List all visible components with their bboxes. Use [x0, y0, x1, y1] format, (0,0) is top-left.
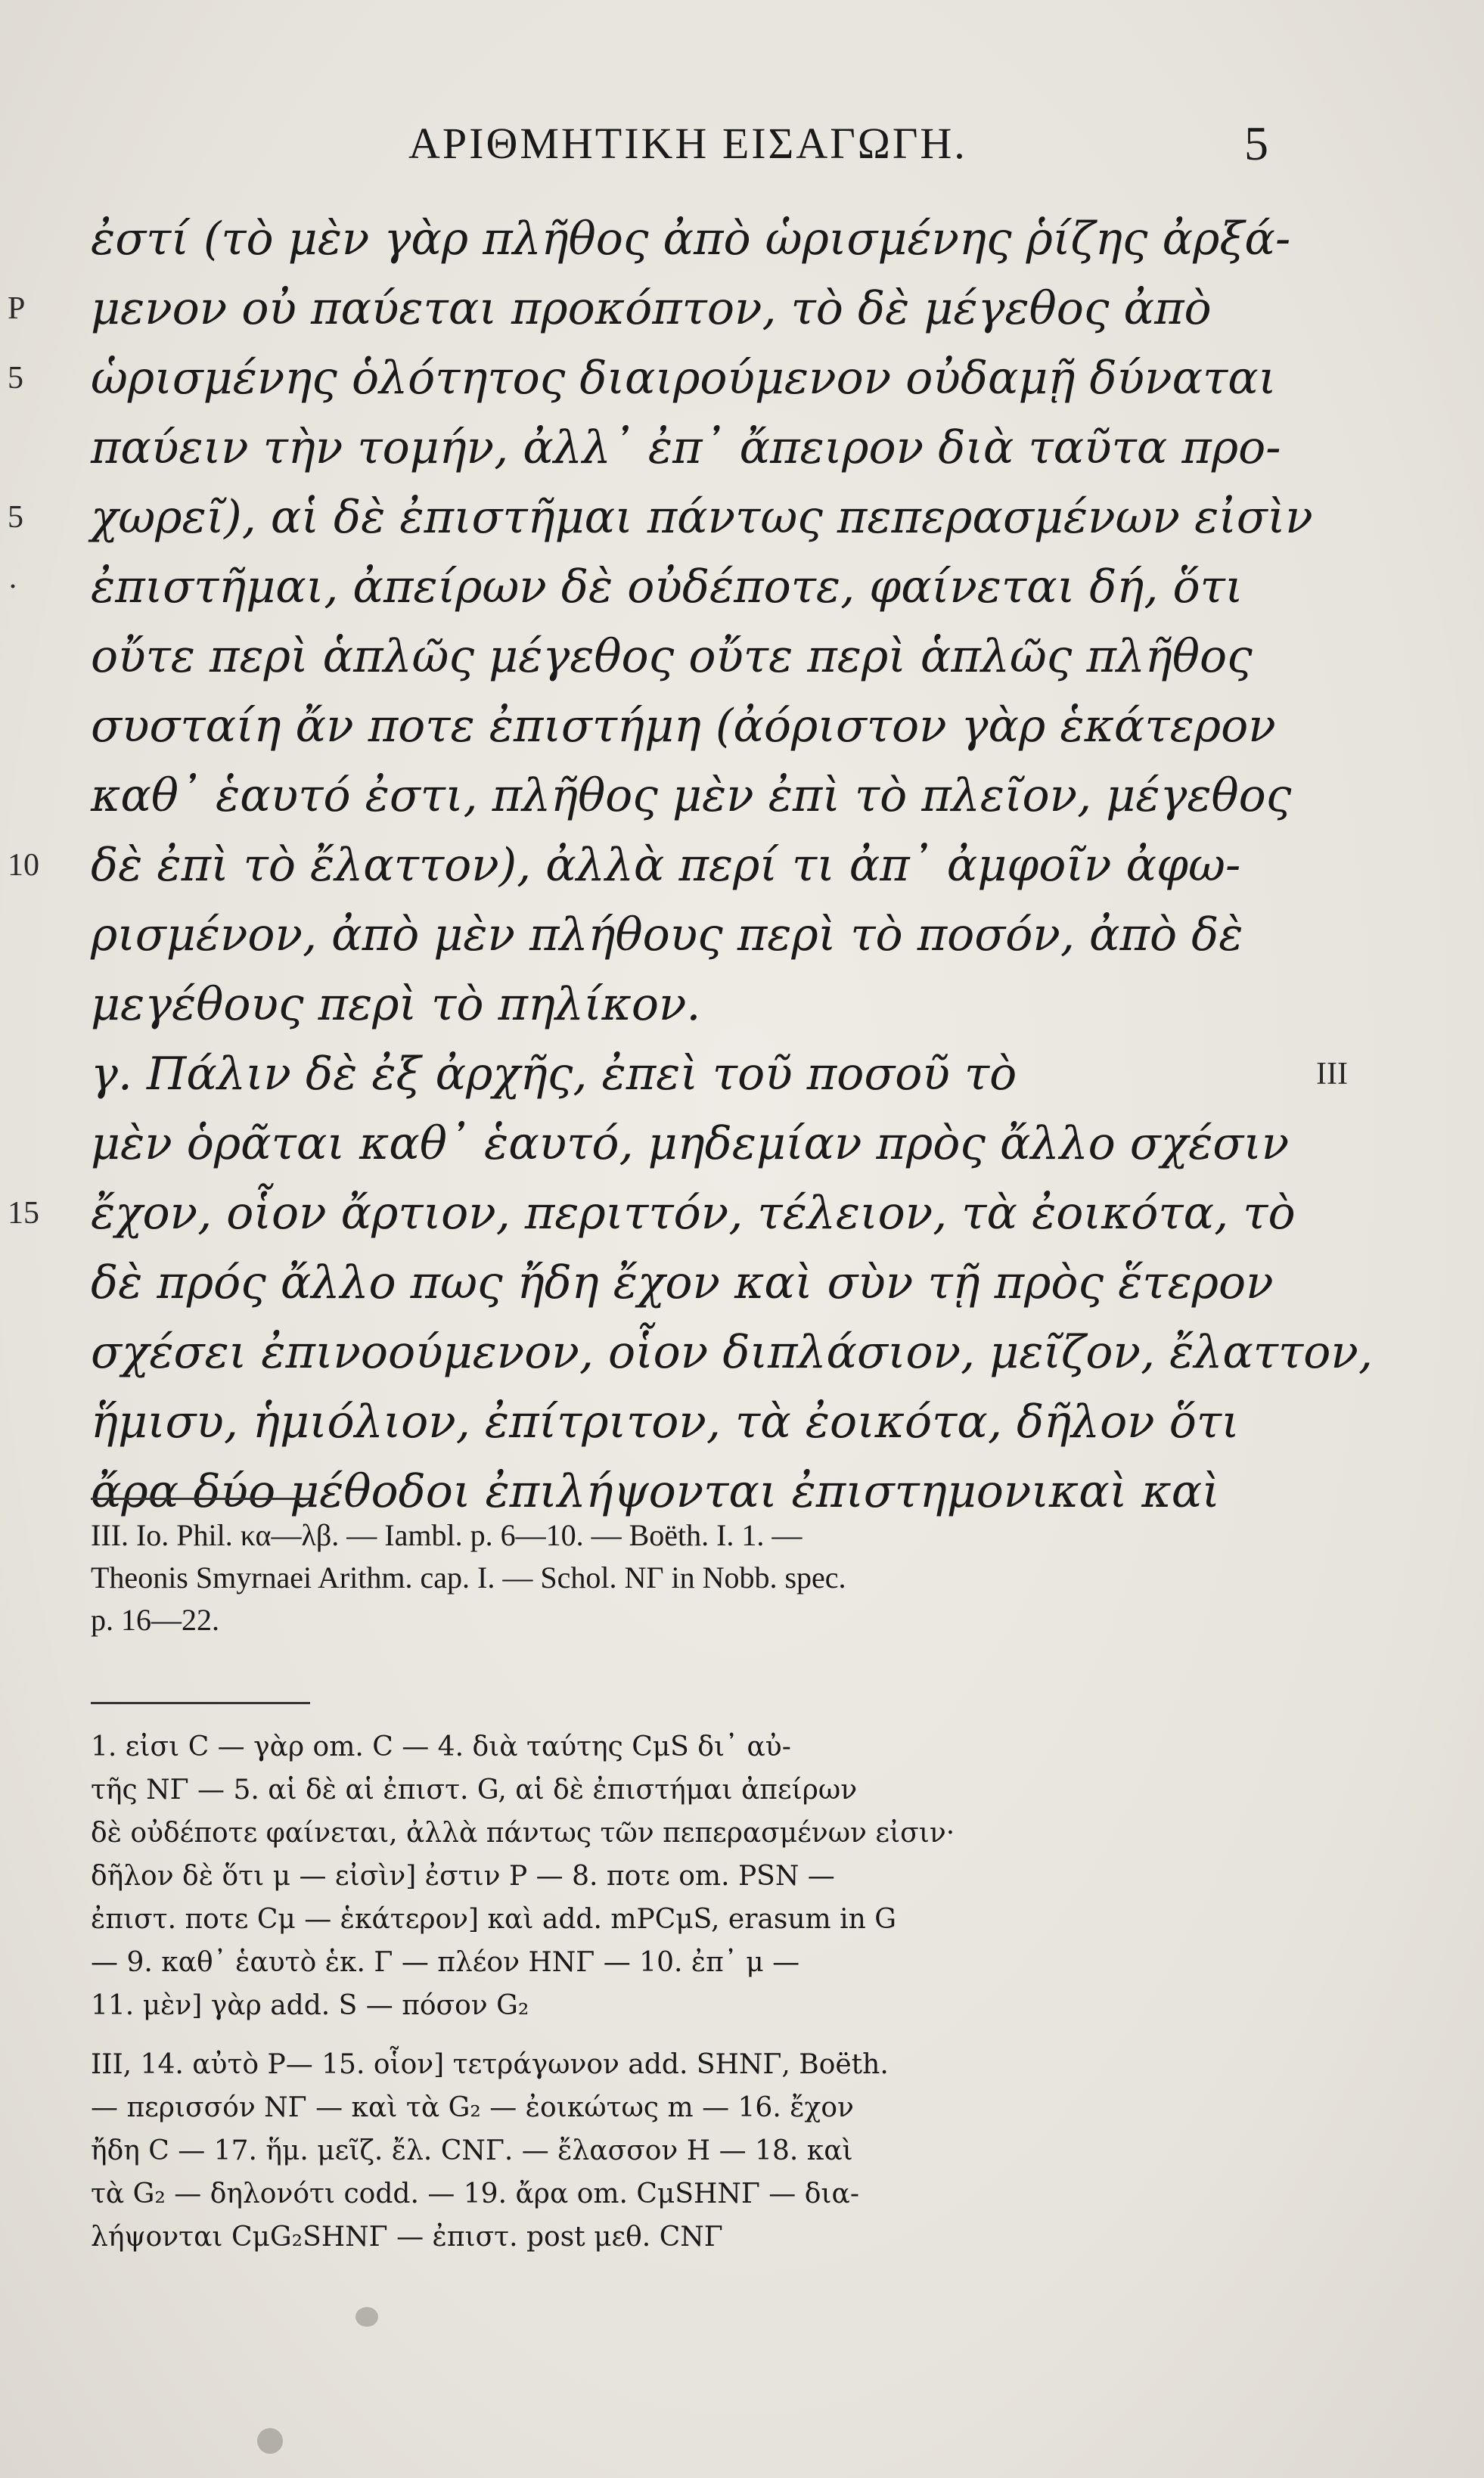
apparatus-line: 1. εἰσι C — γὰρ om. C — 4. διὰ ταύτης CμS δι᾿ αὐ-: [91, 1731, 791, 1762]
testimonia-line: Theonis Smyrnaei Arithm. cap. I. — Schol. ΝΓ in Nobb. spec.: [91, 1560, 846, 1595]
testimonia-line: III. Io. Phil. κα—λβ. — Iambl. p. 6—10. — Boëth. I. 1. —: [91, 1518, 803, 1552]
line-number: P: [8, 291, 26, 326]
text-line: μεγέθους περὶ τὸ πηλίκον.: [91, 978, 701, 1031]
page-number: 5: [1244, 116, 1268, 170]
text-line: δὲ πρός ἄλλο πως ἤδη ἔχον καὶ σὺν τῇ πρὸς ἕτερον: [91, 1256, 1274, 1309]
text-line: χωρεῖ), αἱ δὲ ἐπιστῆμαι πάντως πεπερασμένων εἰσὶν: [91, 491, 1313, 544]
text-line: ὡρισμένης ὁλότητος διαιρούμενον οὐδαμῇ δύναται: [91, 352, 1277, 405]
line-number: 5: [8, 500, 23, 535]
text-line: συσταίη ἄν ποτε ἐπιστήμη (ἀόριστον γὰρ ἑκάτερον: [91, 700, 1276, 753]
apparatus-line: δῆλον δὲ ὅτι μ — εἰσὶν] ἐστιν P — 8. ποτε om. PSN —: [91, 1861, 835, 1892]
apparatus-rule: [91, 1702, 310, 1704]
section-marker: III: [1316, 1057, 1348, 1092]
line-number: ·: [8, 570, 18, 604]
apparatus-line: — περισσόν ΝΓ — καὶ τὰ G₂ — ἐοικώτως m — 16. ἔχον: [91, 2092, 854, 2123]
apparatus-line: 11. μὲν] γὰρ add. S — πόσον G₂: [91, 1990, 529, 2021]
text-line: ἔχον, οἷον ἄρτιον, περιττόν, τέλειον, τὰ ἐοικότα, τὸ: [91, 1187, 1296, 1240]
text-line: ἐπιστῆμαι, ἀπείρων δὲ οὐδέποτε, φαίνεται δή, ὅτι: [91, 560, 1243, 613]
text-line: σχέσει ἐπινοούμενον, οἷον διπλάσιον, μεῖζον, ἔλαττον,: [91, 1326, 1373, 1379]
text-line: ρισμένον, ἀπὸ μὲν πλήθους περὶ τὸ ποσόν, ἀπὸ δὲ: [91, 908, 1243, 961]
apparatus-line: λήψονται CμG₂SHNΓ — ἐπιστ. post μεθ. CNΓ: [91, 2222, 723, 2253]
line-number: 5: [8, 361, 23, 396]
text-line: μενον οὐ παύεται προκόπτον, τὸ δὲ μέγεθος ἀπὸ: [91, 282, 1212, 335]
text-line: οὔτε περὶ ἁπλῶς μέγεθος οὔτε περὶ ἁπλῶς πλῆθος: [91, 630, 1253, 683]
line-number: 15: [8, 1196, 39, 1231]
ink-spot: [257, 2428, 283, 2454]
apparatus-line: τῆς ΝΓ — 5. αἱ δὲ αἱ ἐπιστ. G, αἱ δὲ ἐπιστήμαι ἀπείρων: [91, 1775, 858, 1806]
apparatus-line: III, 14. αὐτὸ P— 15. οἷον] τετράγωνον add. SHNΓ, Boëth.: [91, 2049, 889, 2080]
running-header: [0, 113, 1484, 174]
running-title: ΑΡΙΘΜΗΤΙΚΗ ΕΙΣΑΓΩΓΗ.: [408, 119, 967, 168]
ink-spot: [355, 2307, 378, 2327]
text-line: παύειν τὴν τομήν, ἀλλ᾿ ἐπ᾿ ἄπειρον διὰ ταῦτα προ-: [91, 421, 1281, 474]
text-line: ἥμισυ, ἡμιόλιον, ἐπίτριτον, τὰ ἐοικότα, δῆλον ὅτι: [91, 1396, 1240, 1449]
text-line: ἐστί (τὸ μὲν γὰρ πλῆθος ἀπὸ ὡρισμένης ῥίζης ἀρξά-: [91, 213, 1291, 266]
text-line: ἄρα δύο μέθοδοι ἐπιλήψονται ἐπιστημονικαὶ καὶ: [91, 1465, 1220, 1518]
testimonia-rule: [91, 1498, 310, 1500]
text-line: γ. Πάλιν δὲ ἐξ ἀρχῆς, ἐπεὶ τοῦ ποσοῦ τὸ: [91, 1048, 1017, 1101]
apparatus-line: τὰ G₂ — δηλονότι codd. — 19. ἄρα om. CμSHNΓ — δια-: [91, 2178, 860, 2209]
text-line: καθ᾿ ἑαυτό ἐστι, πλῆθος μὲν ἐπὶ τὸ πλεῖον, μέγεθος: [91, 769, 1292, 822]
text-line: μὲν ὁρᾶται καθ᾿ ἑαυτό, μηδεμίαν πρὸς ἄλλο σχέσιν: [91, 1117, 1290, 1170]
text-line: δὲ ἐπὶ τὸ ἔλαττον), ἀλλὰ περί τι ἀπ᾿ ἀμφοῖν ἀφω-: [91, 839, 1241, 892]
apparatus-line: δὲ οὐδέποτε φαίνεται, ἀλλὰ πάντως τῶν πεπερασμένων εἰσιν·: [91, 1818, 955, 1849]
testimonia-line: p. 16—22.: [91, 1603, 219, 1637]
apparatus-line: — 9. καθ᾿ ἑαυτὸ ἑκ. Γ — πλέον ΗΝΓ — 10. ἐπ᾿ μ —: [91, 1947, 800, 1978]
apparatus-line: ἐπιστ. ποτε Cμ — ἑκάτερον] καὶ add. mPCμS, erasum in G: [91, 1904, 897, 1935]
apparatus-line: ἤδη C — 17. ἥμ. μεῖζ. ἔλ. CNΓ. — ἔλασσον H — 18. καὶ: [91, 2135, 853, 2166]
line-number: 10: [8, 848, 39, 883]
